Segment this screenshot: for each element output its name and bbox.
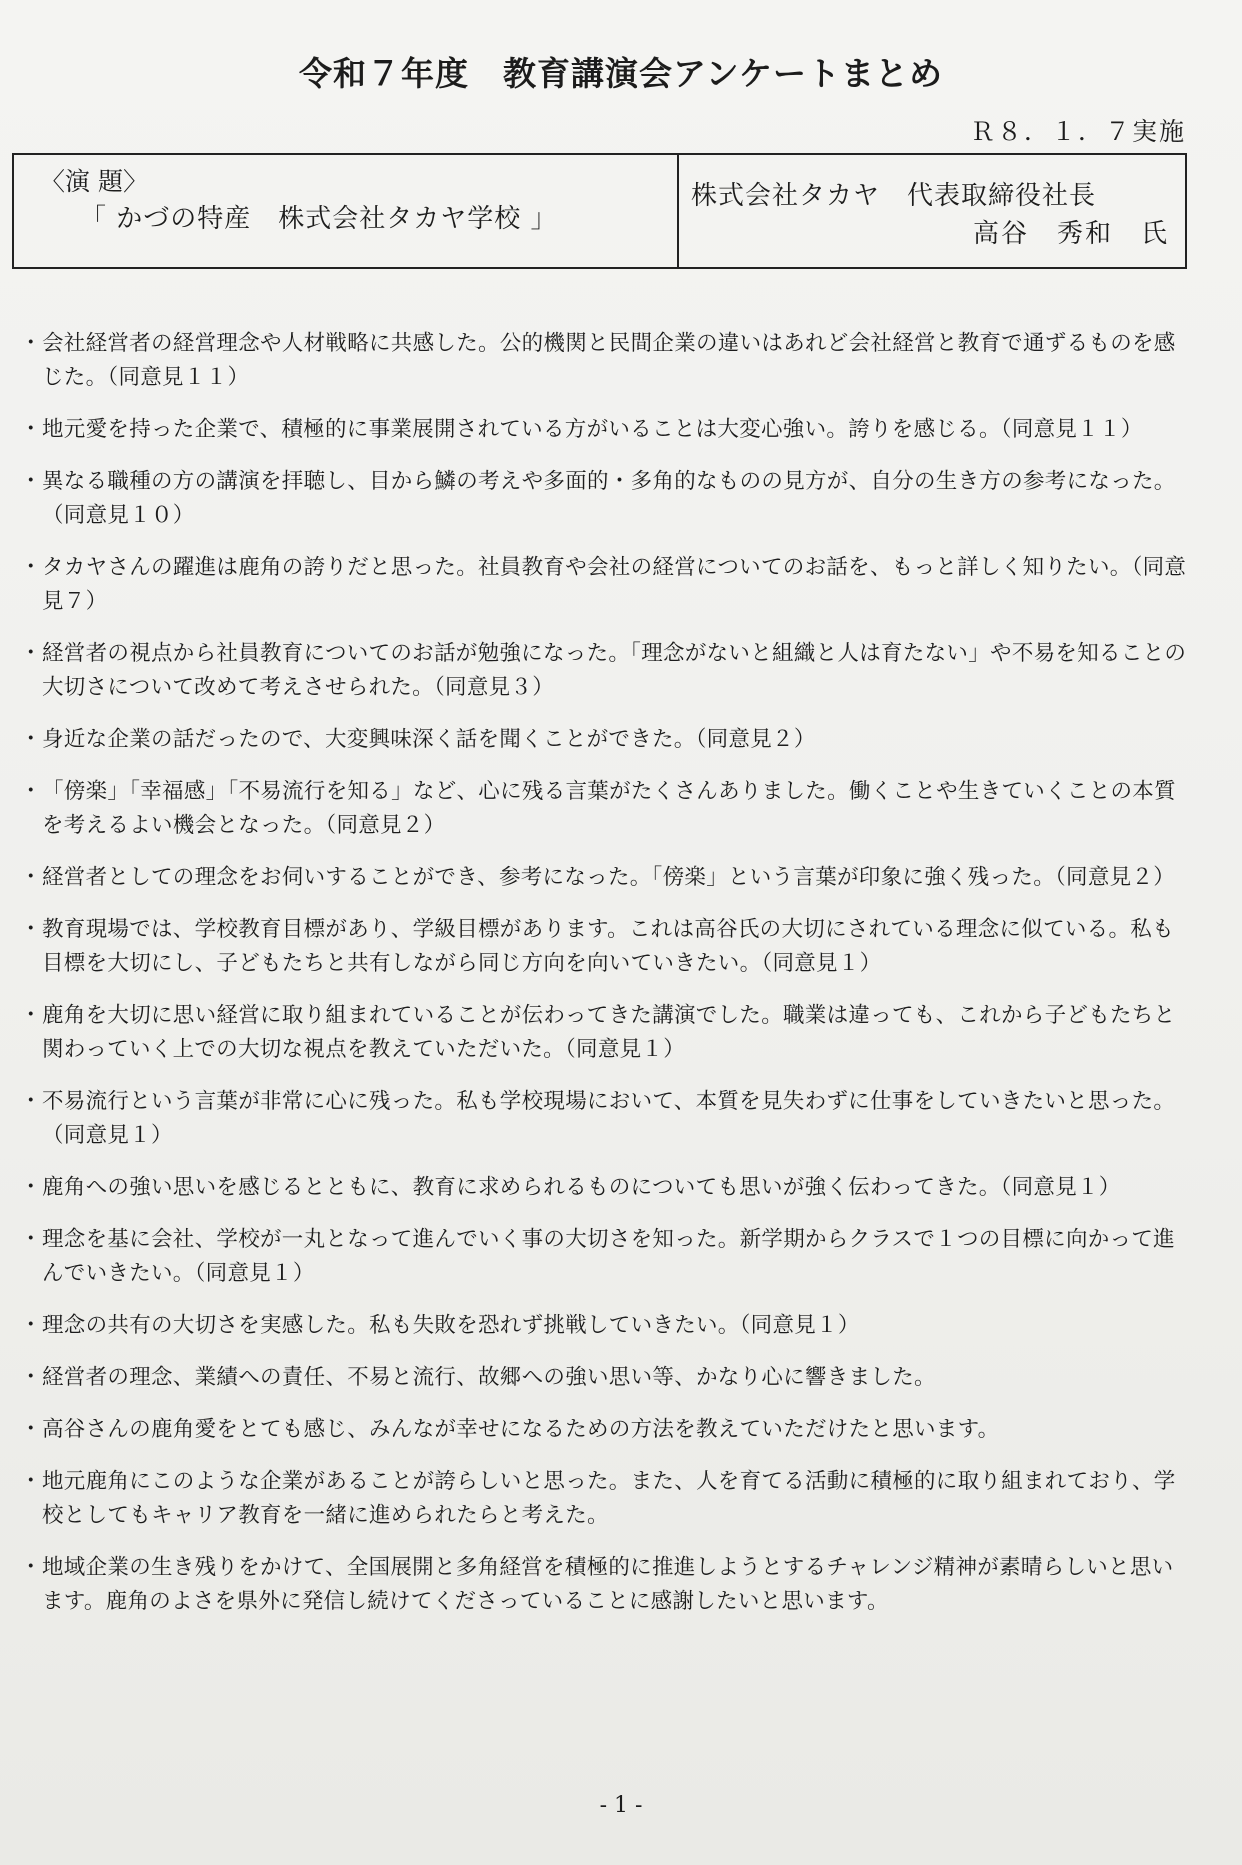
comment-item bbox=[20, 1085, 1195, 1153]
comment-text: 教育現場では、学校教育目標があり、学級目標があります。これは高谷氏の大切にされている理念に似ている。私も目標を大切にし、子どもたちと共有しながら同じ方向を向いていきたい。（同意見１） bbox=[42, 917, 1174, 976]
bullet-mark: ・ bbox=[20, 1003, 42, 1028]
comment-list bbox=[20, 327, 1195, 1637]
comment-text: 地元愛を持った企業で、積極的に事業展開されている方がいることは大変心強い。誇りを感じる。（同意見１１） bbox=[42, 417, 1143, 442]
comment-item bbox=[20, 327, 1195, 395]
speaker-name: 高谷 秀和 氏 bbox=[972, 219, 1169, 249]
bullet-mark: ・ bbox=[20, 1089, 42, 1114]
comment-text: 経営者の視点から社員教育についてのお話が勉強になった。「理念がないと組織と人は育たない」や不易を知ることの大切さについて改めて考えさせられた。（同意見３） bbox=[42, 641, 1187, 700]
comment-item bbox=[20, 999, 1195, 1067]
comment-item bbox=[20, 413, 1195, 447]
comment-text: 経営者の理念、業績への責任、不易と流行、故郷への強い思い等、かなり心に響きました。 bbox=[42, 1365, 936, 1390]
theme-label: 〈演 題〉 bbox=[40, 167, 148, 196]
bullet-mark: ・ bbox=[20, 641, 42, 666]
comment-text: 理念の共有の大切さを実感した。私も失敗を恐れず挑戦していきたい。（同意見１） bbox=[42, 1313, 860, 1338]
comment-item bbox=[20, 637, 1195, 705]
comment-text: 異なる職種の方の講演を拝聴し、目から鱗の考えや多面的・多角的なものの見方が、自分の生き方の参考になった。（同意見１０） bbox=[42, 469, 1176, 528]
comment-item bbox=[20, 465, 1195, 533]
bullet-mark: ・ bbox=[20, 417, 42, 442]
lecture-theme-cell bbox=[14, 155, 679, 267]
bullet-mark: ・ bbox=[20, 331, 42, 356]
comment-text: 会社経営者の経営理念や人材戦略に共感した。公的機関と民間企業の違いはあれど会社経営と教育で通ずるものを感じた。（同意見１１） bbox=[42, 331, 1176, 390]
comment-item bbox=[20, 551, 1195, 619]
speaker-organization: 株式会社タカヤ 代表取締役社長 bbox=[691, 181, 1097, 211]
comment-item bbox=[20, 723, 1195, 757]
bullet-mark: ・ bbox=[20, 469, 42, 494]
comment-item bbox=[20, 1551, 1195, 1619]
comment-text: 身近な企業の話だったので、大変興味深く話を聞くことができた。（同意見２） bbox=[42, 727, 816, 752]
comment-item bbox=[20, 1223, 1195, 1291]
bullet-mark: ・ bbox=[20, 727, 42, 752]
bullet-mark: ・ bbox=[20, 1227, 42, 1252]
lecture-theme: 「 かづの特産 株式会社タカヤ学校 」 bbox=[80, 204, 558, 234]
bullet-mark: ・ bbox=[20, 1365, 42, 1390]
comment-item bbox=[20, 913, 1195, 981]
implementation-date: Ｒ８．１．７実施 bbox=[969, 117, 1186, 146]
bullet-mark: ・ bbox=[20, 1417, 42, 1442]
comment-item bbox=[20, 1309, 1195, 1343]
comment-text: 地元鹿角にこのような企業があることが誇らしいと思った。また、人を育てる活動に積極的に取り組まれており、学校としてもキャリア教育を一緒に進められたらと考えた。 bbox=[42, 1469, 1176, 1528]
comment-text: 不易流行という言葉が非常に心に残った。私も学校現場において、本質を見失わずに仕事をしていきたいと思った。（同意見１） bbox=[42, 1089, 1176, 1148]
comment-text: 鹿角への強い思いを感じるとともに、教育に求められるものについても思いが強く伝わってきた。（同意見１） bbox=[42, 1175, 1121, 1200]
bullet-mark: ・ bbox=[20, 1313, 42, 1338]
page-number: - 1 - bbox=[599, 1793, 643, 1818]
comment-text: タカヤさんの躍進は鹿角の誇りだと思った。社員教育や会社の経営についてのお話を、もっと詳しく知りたい。（同意見７） bbox=[42, 555, 1187, 614]
comment-item bbox=[20, 1171, 1195, 1205]
comment-text: 「傍楽」「幸福感」「不易流行を知る」など、心に残る言葉がたくさんありました。働くことや生きていくことの本質を考えるよい機会となった。（同意見２） bbox=[42, 779, 1176, 838]
comment-item bbox=[20, 1361, 1195, 1395]
speaker-cell bbox=[679, 155, 1185, 267]
comment-text: 鹿角を大切に思い経営に取り組まれていることが伝わってきた講演でした。職業は違っても、これから子どもたちと関わっていく上での大切な視点を教えていただいた。（同意見１） bbox=[42, 1003, 1176, 1062]
comment-text: 地域企業の生き残りをかけて、全国展開と多角経営を積極的に推進しようとするチャレンジ精神が素晴らしいと思います。鹿角のよさを県外に発信し続けてくださっていることに感謝したいと思います。 bbox=[42, 1555, 1174, 1614]
comment-text: 経営者としての理念をお伺いすることができ、参考になった。「傍楽」という言葉が印象に強く残った。（同意見２） bbox=[42, 865, 1176, 890]
comment-item bbox=[20, 775, 1195, 843]
bullet-mark: ・ bbox=[20, 1469, 42, 1494]
comment-text: 高谷さんの鹿角愛をとても感じ、みんなが幸せになるための方法を教えていただけたと思います。 bbox=[42, 1417, 1000, 1442]
comment-item bbox=[20, 1413, 1195, 1447]
bullet-mark: ・ bbox=[20, 555, 42, 580]
lecture-info-box bbox=[12, 153, 1187, 269]
bullet-mark: ・ bbox=[20, 865, 42, 890]
bullet-mark: ・ bbox=[20, 1555, 42, 1580]
bullet-mark: ・ bbox=[20, 1175, 42, 1200]
bullet-mark: ・ bbox=[20, 779, 42, 804]
bullet-mark: ・ bbox=[20, 917, 42, 942]
comment-item bbox=[20, 1465, 1195, 1533]
comment-text: 理念を基に会社、学校が一丸となって進んでいく事の大切さを知った。新学期からクラスで１つの目標に向かって進んでいきたい。（同意見１） bbox=[42, 1227, 1175, 1286]
document-title: 令和７年度 教育講演会アンケートまとめ bbox=[298, 54, 944, 93]
comment-item bbox=[20, 861, 1195, 895]
